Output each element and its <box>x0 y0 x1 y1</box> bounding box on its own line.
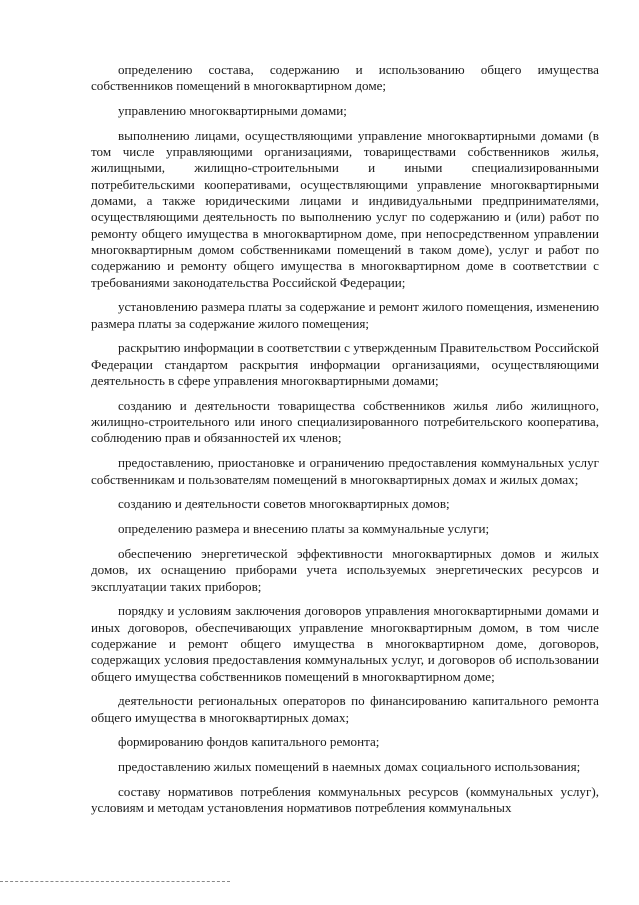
paragraph-building-councils: созданию и деятельности советов многоквартирных домов; <box>118 496 450 512</box>
paragraph-building-management: управлению многоквартирными домами; <box>118 103 347 119</box>
paragraph-regional-operators: деятельности региональных операторов по финансированию капитального ремонта общего имущества в многоквартирных домах; <box>91 693 599 725</box>
paragraph-management-services: выполнению лицами, осуществляющими управление многоквартирными домами (в том числе управляющими организациями, товариществами собственников жилья, жилищными, жилищно-строительными и иными специализированными потребительскими кооперативами, осуществляющими управление многоквартирными домами, а также юридическими лицами и индивидуальными предпринимателями, осуществляющими деятельность по выполнению услуг по содержанию и (или) работ по ремонту общего имущества в многоквартирном доме, при непосредственном управлении многоквартирным домом собственниками помещений в таком доме), услуг и работ по содержанию и ремонту общего имущества в многоквартирном доме в соответствии с требованиями законодательства Российской Федерации; <box>91 127 599 290</box>
footer-divider <box>0 881 230 882</box>
paragraph-homeowners-association: созданию и деятельности товарищества собственников жилья либо жилищного, жилищно-строительного или иного специализированного потребительского кооператива, соблюдению прав и обязанностей их членов; <box>91 397 599 446</box>
paragraph-utility-payment: определению размера и внесению платы за коммунальные услуги; <box>118 521 490 537</box>
paragraph-common-property: определению состава, содержанию и использованию общего имущества собственников помещений в многоквартирном доме; <box>91 62 599 94</box>
paragraph-management-contracts: порядку и условиям заключения договоров управления многоквартирными домами и иных договоров, обеспечивающих управление многоквартирным домом, в том числе содержание и ремонт общего имущества в многоквартирном доме, договоров, содержащих условия предоставления коммунальных услуг, и договоров об использовании общего имущества собственников помещений в многоквартирном доме; <box>91 603 599 684</box>
paragraph-consumption-standards: составу нормативов потребления коммунальных ресурсов (коммунальных услуг), условиям и методам установления нормативов потребления коммунальных <box>91 783 599 816</box>
document-page <box>91 62 599 825</box>
paragraph-social-rental-housing: предоставлению жилых помещений в наемных домах социального использования; <box>118 759 581 775</box>
paragraph-maintenance-fee: установлению размера платы за содержание и ремонт жилого помещения, изменению размера платы за содержание жилого помещения; <box>91 299 599 331</box>
paragraph-capital-repair-funds: формированию фондов капитального ремонта; <box>118 734 380 750</box>
paragraph-information-disclosure: раскрытию информации в соответствии с утвержденным Правительством Российской Федерации стандартом раскрытия информации организациями, осуществляющими деятельность в сфере управления многоквартирными домами; <box>91 340 599 389</box>
paragraph-utility-services: предоставлению, приостановке и ограничению предоставления коммунальных услуг собственникам и пользователям помещений в многоквартирных домах и жилых домах; <box>91 455 599 487</box>
paragraph-energy-efficiency: обеспечению энергетической эффективности многоквартирных домов и жилых домов, их оснащению приборами учета используемых энергетических ресурсов и эксплуатации таких приборов; <box>91 545 599 594</box>
